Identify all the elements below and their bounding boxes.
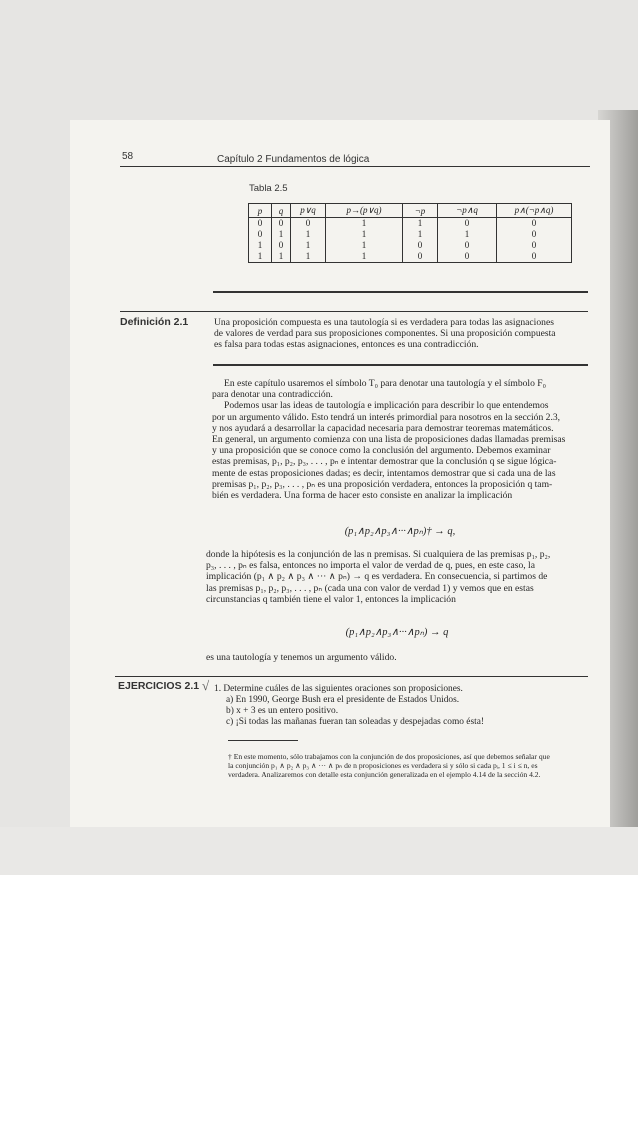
body-line: bién es verdadera. Una forma de hacer esto consiste en analizar la implicación	[212, 490, 513, 502]
table-cell: 1	[326, 218, 403, 230]
table-header-row	[249, 204, 572, 218]
footnote-line: la conjunción p₁ ∧ p₂ ∧ p₃ ∧ ··· ∧ pₙ de n proposiciones es verdadera si y sólo si cada pᵢ, 1 ≤ i ≤ n, es	[228, 761, 538, 771]
page-number: 58	[122, 151, 134, 162]
table-cell: 1	[326, 229, 403, 240]
table-cell: 0	[438, 251, 497, 263]
body-line: En este capítulo usaremos el símbolo T₀ para denotar una tautología y el símbolo F₀	[224, 378, 546, 389]
definition-line: Una proposición compuesta es una tautología si es verdadera para todas las asignaciones	[214, 317, 554, 328]
table-cell: 1	[291, 229, 326, 240]
table-cell: 1	[272, 229, 291, 240]
exercise-item: 1. Determine cuáles de las siguientes oraciones son proposiciones.	[214, 684, 463, 694]
table-caption: Tabla 2.5	[249, 183, 288, 194]
footnote-line: verdadera. Analizaremos con detalle esta conjunción generalizada en el ejemplo 4.14 de la sección 4.2.	[228, 770, 541, 780]
table-cell: 1	[403, 218, 438, 230]
definition-bottom-rule	[213, 364, 588, 366]
header-cell: p→(p∨q)	[326, 204, 403, 218]
table-row	[249, 229, 572, 240]
table-cell: 0	[291, 218, 326, 230]
table-cell: 0	[497, 240, 572, 251]
header-cell: p∨q	[291, 204, 326, 218]
table-cell: 1	[326, 240, 403, 251]
table-cell: 0	[438, 240, 497, 251]
body-line: y una proposición que se conoce como la conclusión del argumento. Debemos examinar	[212, 445, 551, 457]
definition-top-rule	[120, 311, 588, 312]
table-cell: 1	[291, 240, 326, 251]
definition-label: Definición 2.1	[120, 316, 189, 328]
header-cell: p∧(¬p∧q)	[497, 204, 572, 218]
body-line: implicación (p₁ ∧ p₂ ∧ p₃ ∧ ··· ∧ pₙ) → q es verdadera. En consecuencia, si partimos de	[206, 571, 548, 583]
check-mark: √	[202, 678, 210, 693]
body-line: para denotar una contradicción.	[212, 389, 333, 401]
body-paragraph-2	[206, 549, 588, 605]
body-line: En general, un argumento comienza con una lista de proposiciones dadas llamadas premisas	[212, 434, 566, 446]
definition-line: es falsa para todas estas asignaciones, entonces es una contradicción.	[214, 339, 479, 351]
table-cell: 0	[497, 229, 572, 240]
table-cell: 1	[438, 229, 497, 240]
body-line: mente de estas proposiciones dadas; es decir, intentamos demostrar que si cada una de las	[212, 467, 556, 479]
exercises-rule	[115, 676, 588, 677]
table-cell: 1	[249, 240, 272, 251]
definition-text	[214, 317, 588, 351]
section-rule	[213, 291, 588, 293]
exercises-label: EJERCICIOS 2.1	[118, 680, 200, 692]
table-cell: 0	[272, 218, 291, 230]
table-cell: 0	[272, 240, 291, 251]
truth-table	[248, 203, 572, 263]
table-row	[249, 240, 572, 251]
body-paragraph-1	[212, 378, 588, 501]
table-row	[249, 218, 572, 230]
body-line: circunstancias q también tiene el valor 1, entonces la implicación	[206, 593, 456, 605]
running-header: Capítulo 2 Fundamentos de lógica	[217, 154, 370, 165]
header-rule	[120, 166, 590, 167]
body-line: donde la hipótesis es la conjunción de las n premisas. Si cualquiera de las premisas p₁, p₂,	[206, 549, 551, 560]
table-cell: 0	[403, 251, 438, 263]
table-cell: 1	[403, 229, 438, 240]
body-line: y nos ayudará a desarrollar la capacidad necesaria para demostrar teoremas matemáticos.	[212, 422, 554, 434]
table-cell: 1	[326, 251, 403, 263]
exercise-item: c) ¡Si todas las mañanas fueran tan soleadas y despejadas como ésta!	[226, 717, 484, 727]
body-line: por un argumento válido. Esto tendrá un interés primordial para nosotros en la sección 2.3,	[212, 411, 561, 423]
header-cell: ¬p	[403, 204, 438, 218]
table-row	[249, 251, 572, 263]
exercise-list	[214, 684, 584, 728]
body-line: p₃, . . . , pₙ es falsa, entonces no importa el valor de verdad de q, pues, en este caso, la	[206, 560, 535, 572]
table-cell: 0	[249, 229, 272, 240]
table-cell: 0	[249, 218, 272, 230]
header-cell: p	[249, 204, 272, 218]
table-cell: 1	[249, 251, 272, 263]
body-conclusion: es una tautología y tenemos un argumento válido.	[206, 652, 397, 663]
body-line: Podemos usar las ideas de tautología e implicación para describir lo que entendemos	[224, 400, 549, 412]
scan-bottom-strip	[0, 827, 638, 875]
body-line: premisas p₁, p₂, p₃, . . . , pₙ es una proposición verdadera, entonces la proposición q tam-	[212, 478, 553, 490]
header-cell: ¬p∧q	[438, 204, 497, 218]
table-cell: 1	[272, 251, 291, 263]
table-cell: 1	[291, 251, 326, 263]
table-cell: 0	[497, 251, 572, 263]
table-cell: 0	[403, 240, 438, 251]
body-line: estas premisas, p₁, p₂, p₃, . . . , pₙ e intentar demostrar que la conclusión q se sigue lógica-	[212, 456, 557, 468]
footnote	[228, 752, 590, 780]
definition-line: de valores de verdad para sus proposiciones componentes. Si una proposición compuesta	[214, 328, 556, 340]
body-line: las premisas p₁, p₂, p₃, . . . , pₙ (cada una con valor de verdad 1) y vemos que en estas	[206, 582, 534, 594]
table-cell: 0	[438, 218, 497, 230]
exercise-item: b) x + 3 es un entero positivo.	[226, 706, 339, 716]
footnote-line: † En este momento, sólo trabajamos con la conjunción de dos proposiciones, así que debemos señalar que	[228, 752, 550, 761]
header-cell: q	[272, 204, 291, 218]
footnote-rule	[228, 740, 298, 741]
formula-tautology: (p₁∧p₂∧p₃∧···∧pₙ) → q	[345, 627, 449, 638]
table-cell: 0	[497, 218, 572, 230]
exercise-item: a) En 1990, George Bush era el presidente de Estados Unidos.	[226, 695, 460, 705]
formula-implication: (p₁∧p₂∧p₃∧···∧pₙ)† → q,	[344, 526, 456, 537]
